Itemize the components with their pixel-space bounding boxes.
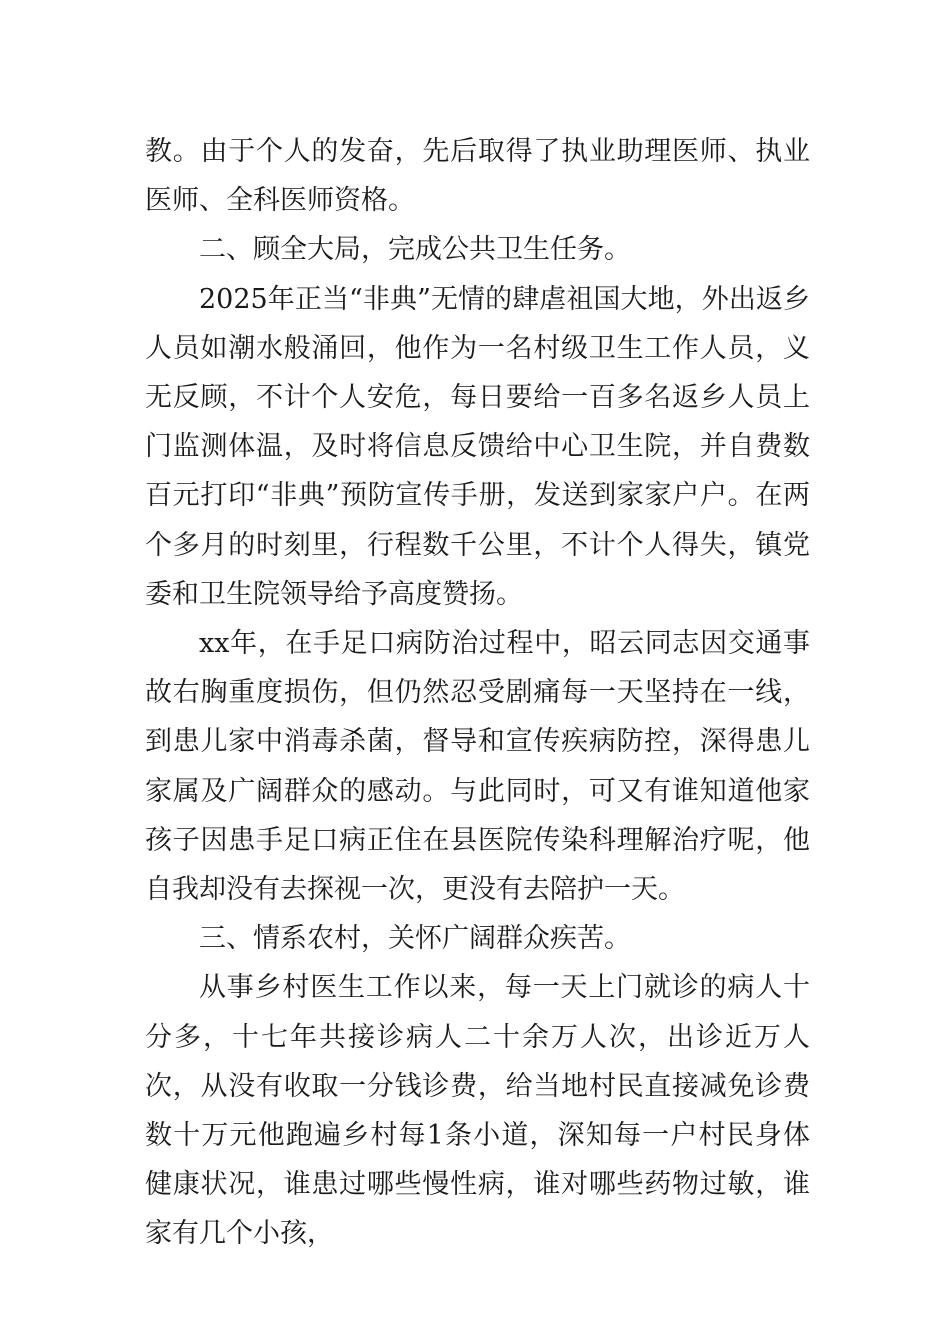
paragraph-hfmd: xx年，在手足口病防治过程中，昭云同志因交通事故右胸重度损伤，但仍然忍受剧痛每一天坚持在一线，到患儿家中消毒杀菌，督导和宣传疾病防控，深得患儿家属及广阔群众的感动。与此同时，可又有谁知道他家孩子因患手足口病正住在县医院传染科理解治疗呢，他自我却没有去探视一次，更没有去陪护一天。	[145, 628, 810, 906]
document-body	[145, 127, 810, 1259]
paragraph-1: 教。由于个人的发奋，先后取得了执业助理医师、执业医师、全科医师资格。	[145, 136, 810, 217]
paragraph-sars: 2025年正当“非典”无情的肆虐祖国大地，外出返乡人员如潮水般涌回，他作为一名村级卫生工作人员，义无反顾，不计个人安危，每日要给一百多名返乡人员上门监测体温，及时将信息反馈给中心卫生院，并自费数百元打印“非典”预防宣传手册，发送到家家户户。在两个多月的时刻里，行程数千公里，不计个人得失，镇党委和卫生院领导给予高度赞扬。	[145, 283, 810, 610]
section-heading-2: 二、顾全大局，完成公共卫生任务。	[199, 234, 631, 266]
section-heading-3: 三、情系农村，关怀广阔群众疾苦。	[199, 923, 631, 955]
paragraph-rural-doctor: 从事乡村医生工作以来，每一天上门就诊的病人十分多，十七年共接诊病人二十余万人次，出诊近万人次，从没有收取一分钱诊费，给当地村民直接减免诊费数十万元他跑遍乡村每1条小道，深知每一户村民身体健康状况，谁患过哪些慢性病，谁对哪些药物过敏，谁家有几个小孩，	[145, 972, 810, 1250]
